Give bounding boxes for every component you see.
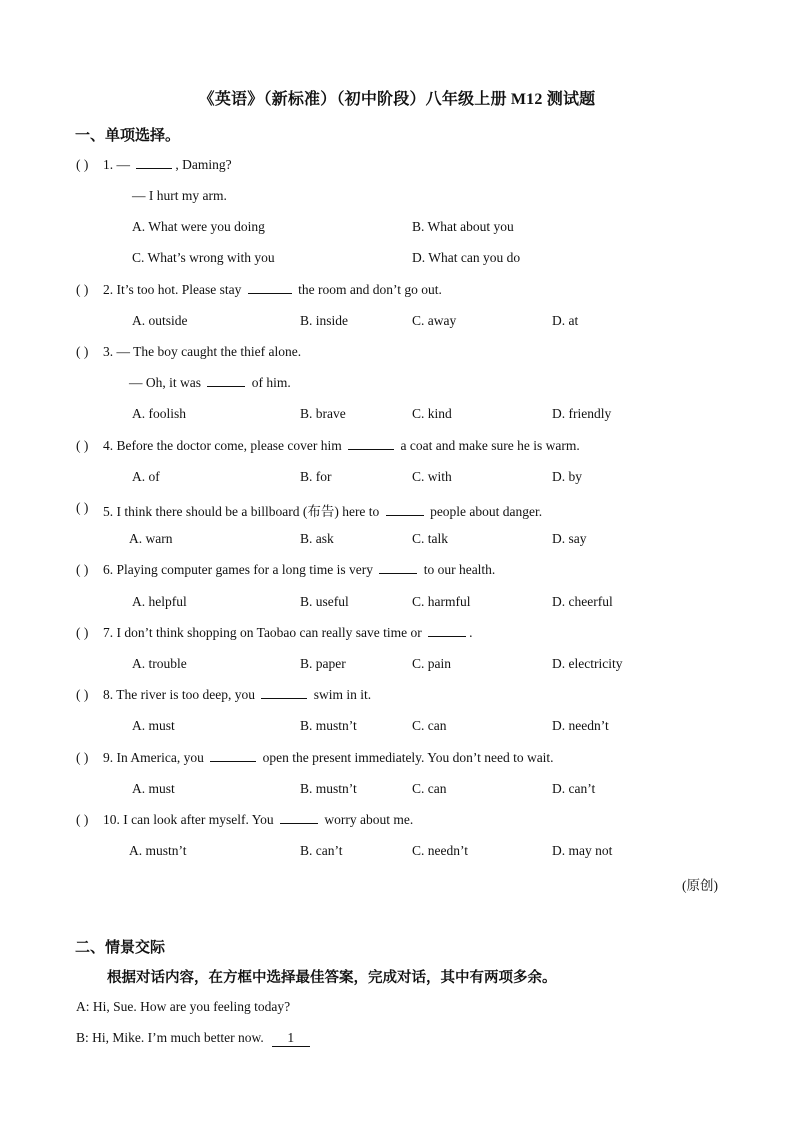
question-stem: 7. I don’t think shopping on Taobao can really save time or . bbox=[103, 625, 473, 640]
option-a: A. outside bbox=[132, 313, 188, 328]
option-b: B. ask bbox=[300, 531, 334, 546]
option-a: A. of bbox=[132, 469, 160, 484]
option-a: A. warn bbox=[129, 531, 173, 546]
answer-paren[interactable]: ( ) bbox=[76, 282, 89, 297]
option-d: D. cheerful bbox=[552, 594, 613, 609]
option-d: D. electricity bbox=[552, 656, 623, 671]
answer-blank bbox=[348, 448, 394, 450]
option-a: A. must bbox=[132, 718, 175, 733]
answer-blank bbox=[136, 167, 172, 169]
option-b: B. can’t bbox=[300, 843, 343, 858]
option-d: D. by bbox=[552, 469, 582, 484]
answer-paren[interactable]: ( ) bbox=[76, 750, 89, 765]
option-d: D. can’t bbox=[552, 781, 596, 796]
answer-paren[interactable]: ( ) bbox=[76, 687, 89, 702]
option-a: A. foolish bbox=[132, 406, 186, 421]
section-1-heading: 一、单项选择。 bbox=[75, 128, 181, 144]
option-b: B. useful bbox=[300, 594, 349, 609]
answer-paren[interactable]: ( ) bbox=[76, 562, 89, 577]
option-d: D. needn’t bbox=[552, 718, 609, 733]
option-c: C. can bbox=[412, 718, 447, 733]
option-c: C. kind bbox=[412, 406, 452, 421]
option-a: A. helpful bbox=[132, 594, 187, 609]
option-d: D. at bbox=[552, 313, 579, 328]
option-b: B. mustn’t bbox=[300, 718, 357, 733]
option-d: D. may not bbox=[552, 843, 613, 858]
question-line2: — I hurt my arm. bbox=[132, 188, 227, 203]
option-a: A. must bbox=[132, 781, 175, 796]
option-c: C. talk bbox=[412, 531, 448, 546]
option-b: B. What about you bbox=[412, 219, 514, 234]
option-b: B. paper bbox=[300, 656, 346, 671]
option-c: C. can bbox=[412, 781, 447, 796]
answer-blank bbox=[386, 514, 424, 516]
answer-blank bbox=[280, 822, 318, 824]
answer-paren[interactable]: ( ) bbox=[76, 625, 89, 640]
answer-paren[interactable]: ( ) bbox=[76, 438, 89, 453]
answer-blank-1[interactable]: 1 bbox=[272, 1030, 310, 1047]
option-c: C. away bbox=[412, 313, 457, 328]
question-stem: 6. Playing computer games for a long time is very to our health. bbox=[103, 562, 496, 577]
option-b: B. brave bbox=[300, 406, 346, 421]
question-stem: 8. The river is too deep, you swim in it. bbox=[103, 687, 372, 702]
option-b: B. mustn’t bbox=[300, 781, 357, 796]
question-stem: 1. — , Daming? bbox=[103, 157, 232, 172]
answer-blank bbox=[379, 572, 417, 574]
answer-blank bbox=[428, 635, 466, 637]
option-a: A. trouble bbox=[132, 656, 187, 671]
option-d: D. say bbox=[552, 531, 587, 546]
option-c: C. pain bbox=[412, 656, 451, 671]
dialogue-line: B: Hi, Mike. I’m much better now. 1 bbox=[76, 1030, 310, 1047]
option-d: D. friendly bbox=[552, 406, 612, 421]
answer-blank bbox=[261, 697, 307, 699]
option-a: A. What were you doing bbox=[132, 219, 265, 234]
answer-blank bbox=[210, 760, 256, 762]
answer-paren[interactable]: ( ) bbox=[76, 812, 89, 827]
option-c: C. harmful bbox=[412, 594, 471, 609]
question-stem: 3. — The boy caught the thief alone. bbox=[103, 344, 302, 359]
option-a: A. mustn’t bbox=[129, 843, 187, 858]
question-stem: 5. I think there should be a billboard (布告) here to people about danger. bbox=[103, 504, 543, 519]
section-2-heading: 二、情景交际 bbox=[75, 940, 166, 956]
answer-paren[interactable]: ( ) bbox=[76, 500, 89, 515]
option-c: C. with bbox=[412, 469, 452, 484]
option-d: D. What can you do bbox=[412, 250, 521, 265]
answer-paren[interactable]: ( ) bbox=[76, 157, 89, 172]
option-c: C. needn’t bbox=[412, 843, 468, 858]
question-line2: — Oh, it was of him. bbox=[129, 375, 291, 390]
question-stem: 10. I can look after myself. You worry about me. bbox=[103, 812, 414, 827]
question-stem: 2. It’s too hot. Please stay the room and don’t go out. bbox=[103, 282, 442, 297]
page-title: 《英语》（新标准）（初中阶段）八年级上册 M12 测试题 bbox=[198, 91, 596, 108]
answer-blank bbox=[248, 292, 292, 294]
option-c: C. What’s wrong with you bbox=[132, 250, 275, 265]
dialogue-line: A: Hi, Sue. How are you feeling today? bbox=[76, 999, 291, 1014]
option-b: B. for bbox=[300, 469, 332, 484]
section-2-instruction: 根据对话内容，在方框中选择最佳答案，完成对话，其中有两项多余。 bbox=[107, 970, 557, 986]
answer-paren[interactable]: ( ) bbox=[76, 344, 89, 359]
answer-blank bbox=[207, 385, 245, 387]
original-note: (原创) bbox=[682, 878, 718, 893]
question-stem: 4. Before the doctor come, please cover him a coat and make sure he is warm. bbox=[103, 438, 580, 453]
option-b: B. inside bbox=[300, 313, 349, 328]
question-stem: 9. In America, you open the present immediately. You don’t need to wait. bbox=[103, 750, 554, 765]
